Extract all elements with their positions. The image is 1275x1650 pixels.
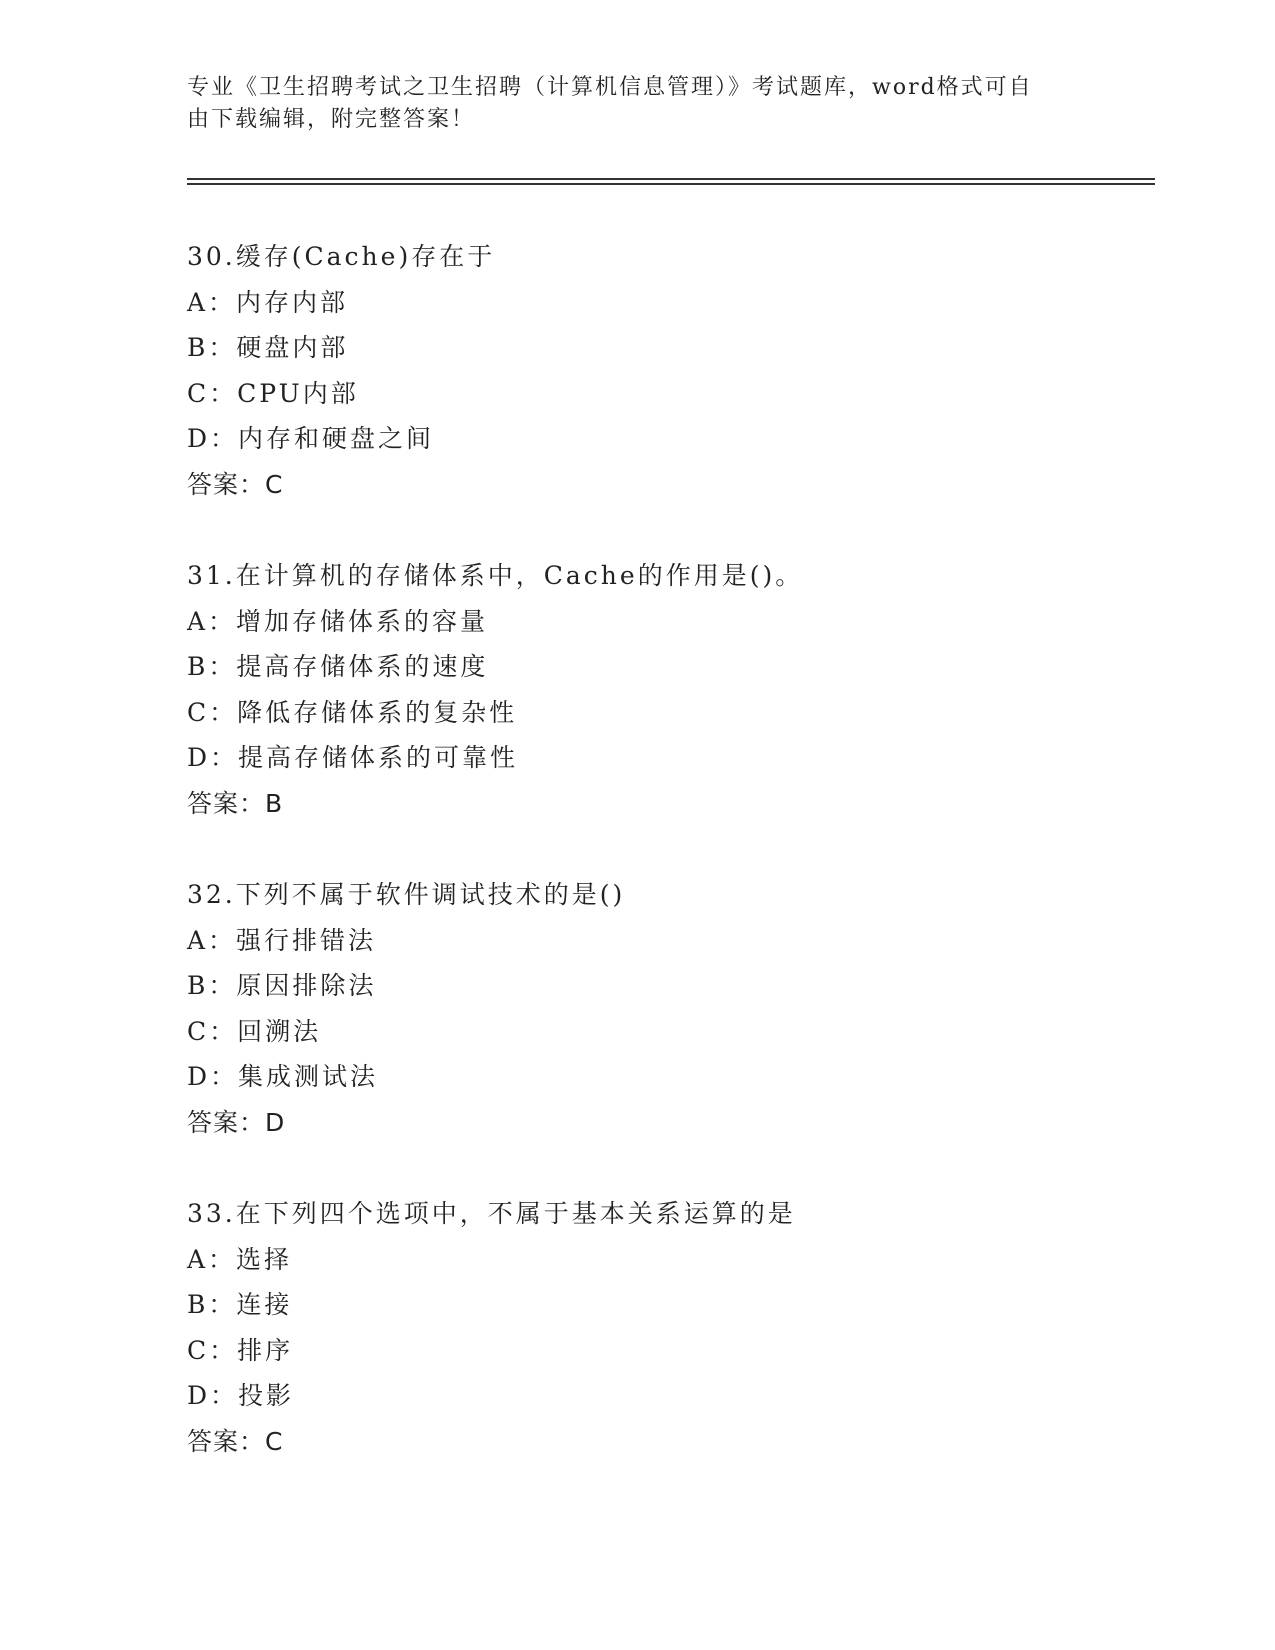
question-block-32 — [187, 872, 1147, 1145]
option-a: A：增加存储体系的容量 — [187, 606, 489, 636]
option-d: D：集成测试法 — [187, 1062, 379, 1091]
header-line-2: 由下载编辑，附完整答案！ — [187, 107, 476, 132]
option-c: C：回溯法 — [187, 1016, 322, 1046]
question-block-30 — [187, 234, 1147, 507]
option-c: C：CPU内部 — [187, 378, 359, 408]
answer-text: 答案：D — [187, 1107, 286, 1137]
option-b: B：连接 — [187, 1290, 293, 1319]
answer-text: 答案：C — [187, 469, 284, 499]
header-line-1: 专业《卫生招聘考试之卫生招聘（计算机信息管理）》考试题库，word格式可自 — [187, 75, 1033, 100]
question-text: 32.下列不属于软件调试技术的是() — [187, 880, 626, 909]
question-text: 31.在计算机的存储体系中，Cache的作用是()。 — [187, 561, 804, 590]
question-block-33 — [187, 1191, 1147, 1464]
header-divider-top — [187, 178, 1155, 180]
option-a: A：选择 — [187, 1244, 293, 1274]
question-block-31 — [187, 553, 1147, 826]
option-d: D：内存和硬盘之间 — [187, 424, 435, 453]
answer-text: 答案：B — [187, 788, 284, 818]
document-header — [187, 72, 1067, 136]
option-c: C：排序 — [187, 1335, 294, 1365]
option-a: A：强行排错法 — [187, 925, 377, 955]
option-d: D：提高存储体系的可靠性 — [187, 743, 519, 772]
question-text: 30.缓存(Cache)存在于 — [187, 242, 496, 271]
option-b: B：硬盘内部 — [187, 333, 349, 362]
option-c: C：降低存储体系的复杂性 — [187, 697, 518, 727]
option-d: D：投影 — [187, 1381, 295, 1410]
answer-text: 答案：C — [187, 1426, 284, 1456]
question-text: 33.在下列四个选项中，不属于基本关系运算的是 — [187, 1199, 796, 1228]
option-b: B：原因排除法 — [187, 971, 377, 1000]
header-divider-bottom — [187, 183, 1155, 185]
option-a: A：内存内部 — [187, 287, 349, 317]
option-b: B：提高存储体系的速度 — [187, 652, 489, 681]
